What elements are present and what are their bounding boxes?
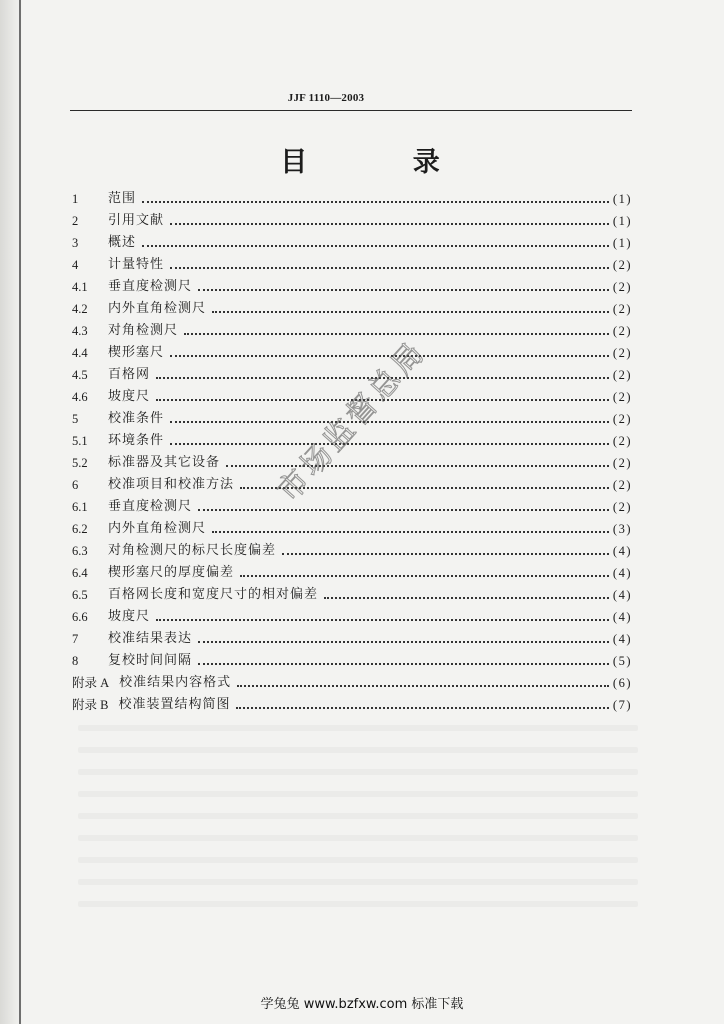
toc-entry bbox=[72, 628, 632, 650]
toc-entry-page: (4) bbox=[612, 610, 632, 624]
toc-entry-title: 坡度尺 bbox=[108, 389, 151, 404]
document-code-header: JJF 1110—2003 bbox=[287, 92, 365, 104]
toc-entry bbox=[72, 452, 632, 474]
toc-entry-number: 6.5 bbox=[72, 588, 88, 602]
toc-entry bbox=[72, 496, 632, 518]
toc-entry-title: 校准结果表达 bbox=[108, 631, 193, 646]
toc-dot-leader bbox=[170, 222, 609, 225]
toc-entry-number: 5 bbox=[72, 412, 79, 426]
toc-entry-title: 内外直角检测尺 bbox=[108, 301, 207, 316]
toc-entry-page: (6) bbox=[612, 676, 632, 690]
toc-entry-title: 百格网长度和宽度尺寸的相对偏差 bbox=[108, 587, 319, 602]
toc-entry bbox=[72, 474, 632, 496]
toc-entry-number: 6 bbox=[72, 478, 79, 492]
toc-entry-title: 楔形塞尺 bbox=[108, 345, 165, 360]
toc-dot-leader bbox=[237, 684, 609, 687]
toc-dot-leader bbox=[198, 288, 609, 291]
toc-entry bbox=[72, 562, 632, 584]
toc-dot-leader bbox=[324, 596, 609, 599]
toc-entry-title: 校准装置结构简图 bbox=[118, 697, 231, 712]
toc-dot-leader bbox=[170, 442, 609, 445]
toc-dot-leader bbox=[198, 508, 609, 511]
toc-entry-number: 4.5 bbox=[72, 368, 88, 382]
toc-entry bbox=[72, 276, 632, 298]
toc-dot-leader bbox=[198, 662, 609, 665]
toc-entry-number: 6.2 bbox=[72, 522, 88, 536]
toc-entry bbox=[72, 650, 632, 672]
toc-dot-leader bbox=[142, 200, 609, 203]
toc-entry-title: 范围 bbox=[108, 191, 137, 206]
toc-entry-number: 4.1 bbox=[72, 280, 88, 294]
toc-entry-page: (2) bbox=[612, 500, 632, 514]
toc-entry-page: (3) bbox=[612, 522, 632, 536]
toc-entry-page: (1) bbox=[612, 214, 632, 228]
toc-entry-number: 4 bbox=[72, 258, 79, 272]
toc-entry-title: 校准条件 bbox=[108, 411, 165, 426]
toc-entry-title: 标准器及其它设备 bbox=[108, 455, 221, 470]
toc-entry-page: (4) bbox=[612, 544, 632, 558]
toc-entry-number: 2 bbox=[72, 214, 79, 228]
toc-entry-title: 复校时间间隔 bbox=[108, 653, 193, 668]
toc-entry-page: (2) bbox=[612, 280, 632, 294]
toc-dot-leader bbox=[156, 618, 609, 621]
toc-entry-number: 1 bbox=[72, 192, 79, 206]
toc-entry-title: 内外直角检测尺 bbox=[108, 521, 207, 536]
toc-entry bbox=[72, 210, 632, 232]
toc-entry-number: 附录 B bbox=[72, 698, 109, 712]
toc-entry-number: 8 bbox=[72, 654, 79, 668]
toc-entry-number: 6.1 bbox=[72, 500, 88, 514]
toc-dot-leader bbox=[170, 266, 609, 269]
toc-entry bbox=[72, 672, 632, 694]
toc-entry-title: 垂直度检测尺 bbox=[108, 279, 193, 294]
toc-entry bbox=[72, 694, 632, 716]
toc-dot-leader bbox=[282, 552, 609, 555]
toc-entry bbox=[72, 298, 632, 320]
footer-watermark: 学兔兔 www.bzfxw.com 标准下载 bbox=[260, 997, 464, 1012]
toc-entry-title: 引用文献 bbox=[108, 213, 165, 228]
toc-dot-leader bbox=[212, 310, 609, 313]
toc-entry-title: 校准项目和校准方法 bbox=[108, 477, 235, 492]
toc-entry-number: 4.6 bbox=[72, 390, 88, 404]
header-rule bbox=[70, 110, 632, 111]
toc-entry-title: 环境条件 bbox=[108, 433, 165, 448]
toc-entry-page: (2) bbox=[612, 368, 632, 382]
toc-entry bbox=[72, 254, 632, 276]
toc-entry-number: 5.1 bbox=[72, 434, 88, 448]
toc-entry-page: (2) bbox=[612, 478, 632, 492]
toc-entry-number: 4.3 bbox=[72, 324, 88, 338]
toc-dot-leader bbox=[170, 420, 609, 423]
toc-entry-title: 校准结果内容格式 bbox=[119, 675, 232, 690]
toc-entry-page: (4) bbox=[612, 566, 632, 580]
toc-entry-title: 计量特性 bbox=[108, 257, 165, 272]
toc-entry bbox=[72, 606, 632, 628]
page-title: 目 录 bbox=[280, 147, 488, 178]
table-of-contents bbox=[72, 188, 632, 716]
toc-entry-page: (1) bbox=[612, 236, 632, 250]
toc-entry-number: 3 bbox=[72, 236, 79, 250]
toc-entry-page: (2) bbox=[612, 346, 632, 360]
toc-entry-page: (4) bbox=[612, 632, 632, 646]
toc-entry-page: (4) bbox=[612, 588, 632, 602]
toc-entry-title: 百格网 bbox=[108, 367, 151, 382]
toc-dot-leader bbox=[236, 706, 608, 709]
toc-dot-leader bbox=[212, 530, 609, 533]
toc-entry-page: (1) bbox=[612, 192, 632, 206]
toc-dot-leader bbox=[198, 640, 609, 643]
toc-entry bbox=[72, 320, 632, 342]
toc-entry-number: 6.6 bbox=[72, 610, 88, 624]
toc-entry-page: (5) bbox=[612, 654, 632, 668]
toc-dot-leader bbox=[142, 244, 609, 247]
toc-dot-leader bbox=[240, 574, 609, 577]
toc-entry-title: 概述 bbox=[108, 235, 137, 250]
toc-entry bbox=[72, 232, 632, 254]
toc-entry bbox=[72, 540, 632, 562]
toc-entry-number: 7 bbox=[72, 632, 79, 646]
toc-entry-page: (2) bbox=[612, 412, 632, 426]
toc-entry-title: 楔形塞尺的厚度偏差 bbox=[108, 565, 235, 580]
toc-entry bbox=[72, 518, 632, 540]
toc-entry-page: (2) bbox=[612, 324, 632, 338]
toc-entry-number: 5.2 bbox=[72, 456, 88, 470]
bleed-through-text bbox=[78, 725, 638, 923]
toc-entry bbox=[72, 584, 632, 606]
toc-entry-title: 垂直度检测尺 bbox=[108, 499, 193, 514]
toc-entry-title: 对角检测尺的标尺长度偏差 bbox=[108, 543, 277, 558]
toc-entry-page: (2) bbox=[612, 390, 632, 404]
toc-entry-page: (2) bbox=[612, 302, 632, 316]
watermark-stamp: 市场监督总局 bbox=[270, 333, 434, 509]
toc-entry-title: 坡度尺 bbox=[108, 609, 151, 624]
toc-entry bbox=[72, 188, 632, 210]
toc-entry-number: 4.2 bbox=[72, 302, 88, 316]
toc-entry-page: (7) bbox=[612, 698, 632, 712]
toc-entry-number: 4.4 bbox=[72, 346, 88, 360]
toc-entry-page: (2) bbox=[612, 258, 632, 272]
toc-entry bbox=[72, 342, 632, 364]
toc-entry-page: (2) bbox=[612, 456, 632, 470]
toc-entry-number: 6.3 bbox=[72, 544, 88, 558]
toc-entry-number: 6.4 bbox=[72, 566, 88, 580]
toc-entry-number: 附录 A bbox=[72, 676, 110, 690]
toc-entry-title: 对角检测尺 bbox=[108, 323, 179, 338]
toc-entry-page: (2) bbox=[612, 434, 632, 448]
